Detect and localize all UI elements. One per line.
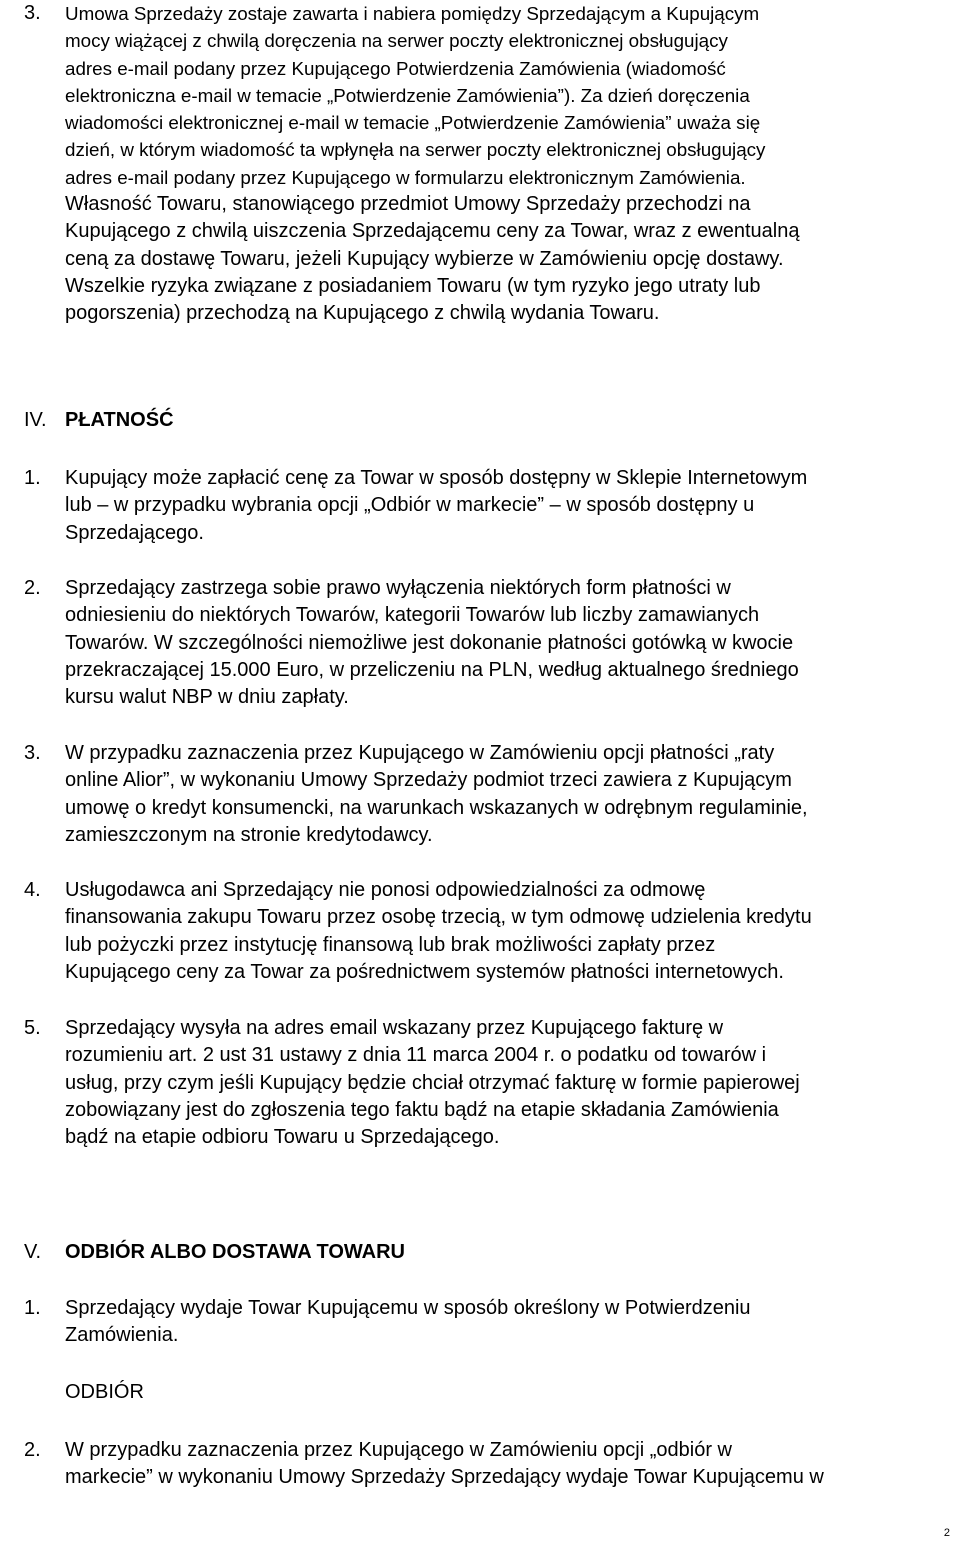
- list-item-number: 2.: [24, 577, 41, 599]
- list-item-text: [65, 575, 799, 711]
- text-line: markecie” w wykonaniu Umowy Sprzedaży Sprzedający wydaje Towar Kupującemu w: [65, 1466, 824, 1489]
- list-item-number: 1.: [24, 467, 41, 489]
- text-line: lub pożyczki przez instytucję finansową lub brak możliwości zapłaty przez: [65, 933, 716, 956]
- text-line: pogorszenia) przechodzą na Kupującego z chwilą wydania Towaru.: [65, 302, 660, 325]
- text-line: Umowa Sprzedaży zostaje zawarta i nabiera pomiędzy Sprzedającym a Kupującym: [65, 3, 760, 24]
- list-item-number: 3.: [24, 2, 41, 24]
- text-line: Sprzedający zastrzega sobie prawo wyłączenia niektórych form płatności w: [65, 577, 731, 599]
- text-line: adres e-mail podany przez Kupującego w formularzu elektronicznym Zamówienia.: [65, 166, 746, 188]
- text-line: Wszelkie ryzyka związane z posiadaniem Towaru (w tym ryzyko jego utraty lub: [65, 274, 761, 297]
- list-item-text: [65, 465, 807, 547]
- text-line: Kupujący może zapłacić cenę za Towar w sposób dostępny w Sklepie Internetowym: [65, 467, 808, 489]
- text-line: zobowiązany jest do zgłoszenia tego faktu bądź na etapie składania Zamówienia: [65, 1098, 779, 1121]
- text-line: W przypadku zaznaczenia przez Kupującego w Zamówieniu opcji płatności „raty: [65, 742, 775, 764]
- text-line: Sprzedający wysyła na adres email wskazany przez Kupującego fakturę w: [65, 1017, 724, 1039]
- text-line: umowę o kredyt konsumencki, na warunkach wskazanych w odrębnym regulaminie,: [65, 796, 808, 819]
- text-line: finansowania zakupu Towaru przez osobę trzecią, w tym odmowę udzielenia kredytu: [65, 906, 812, 929]
- list-item-text: [65, 0, 799, 328]
- text-line: mocy wiążącej z chwilą doręczenia na serwer poczty elektronicznej obsługujący: [65, 30, 728, 52]
- text-line: Zamówienia.: [65, 1324, 179, 1347]
- text-line: zamieszczonym na stronie kredytodawcy.: [65, 823, 433, 846]
- text-line: bądź na etapie odbioru Towaru u Sprzedającego.: [65, 1126, 500, 1149]
- text-line: usług, przy czym jeśli Kupujący będzie chciał otrzymać fakturę w formie papierowej: [65, 1071, 800, 1094]
- list-item-number: 3.: [24, 742, 41, 764]
- list-item-number: 2.: [24, 1439, 41, 1461]
- text-line: Sprzedającego.: [65, 521, 204, 544]
- text-line: Własność Towaru, stanowiącego przedmiot Umowy Sprzedaży przechodzi na: [65, 193, 751, 216]
- text-line: Sprzedający wydaje Towar Kupującemu w sposób określony w Potwierdzeniu: [65, 1297, 751, 1319]
- list-item-text: [65, 1295, 751, 1350]
- list-item-number: 4.: [24, 879, 41, 901]
- list-item-text: [65, 740, 808, 849]
- list-item-number: 5.: [24, 1017, 41, 1039]
- text-line: Usługodawca ani Sprzedający nie ponosi odpowiedzialności za odmowę: [65, 879, 706, 901]
- list-item-text: [65, 1015, 800, 1151]
- subheading-pickup: ODBIÓR: [65, 1381, 144, 1403]
- text-line: Kupującego ceny za Towar za pośrednictwem systemów płatności internetowych.: [65, 960, 784, 983]
- text-line: W przypadku zaznaczenia przez Kupującego w Zamówieniu opcji „odbiór w: [65, 1439, 732, 1461]
- list-item-text: [65, 1437, 824, 1492]
- text-line: rozumieniu art. 2 ust 31 ustawy z dnia 11 marca 2004 r. o podatku od towarów i: [65, 1044, 767, 1067]
- page-number: 2: [943, 1527, 950, 1539]
- section-number: V.: [24, 1241, 42, 1263]
- text-line: ceną za dostawę Towaru, jeżeli Kupujący wybierze w Zamówieniu opcję dostawy.: [65, 247, 784, 270]
- text-line: lub – w przypadku wybrania opcji „Odbiór w markecie” – w sposób dostępny u: [65, 494, 755, 517]
- text-line: Towarów. W szczególności niemożliwe jest dokonanie płatności gotówką w kwocie: [65, 631, 794, 654]
- section-number: IV.: [24, 409, 47, 431]
- text-line: wiadomości elektronicznej e-mail w temacie „Potwierdzenie Zamówienia” uważa się: [65, 112, 761, 134]
- text-line: adres e-mail podany przez Kupującego Potwierdzenia Zamówienia (wiadomość: [65, 57, 726, 79]
- text-line: dzień, w którym wiadomość ta wpłynęła na serwer poczty elektronicznej obsługujący: [65, 139, 766, 161]
- text-line: przekraczającej 15.000 Euro, w przeliczeniu na PLN, według aktualnego średniego: [65, 658, 799, 681]
- list-item-number: 1.: [24, 1297, 41, 1319]
- section-title: ODBIÓR ALBO DOSTAWA TOWARU: [65, 1241, 405, 1263]
- text-line: odniesieniu do niektórych Towarów, kategorii Towarów lub liczby zamawianych: [65, 604, 760, 627]
- section-title: PŁATNOŚĆ: [65, 409, 174, 431]
- text-line: elektroniczna e-mail w temacie „Potwierdzenie Zamówienia”). Za dzień doręczenia: [65, 84, 750, 106]
- text-line: Kupującego z chwilą uiszczenia Sprzedającemu ceny za Towar, wraz z ewentualną: [65, 220, 800, 243]
- list-item-text: [65, 877, 812, 986]
- text-line: kursu walut NBP w dniu zapłaty.: [65, 686, 349, 709]
- text-line: online Alior”, w wykonaniu Umowy Sprzedaży podmiot trzeci zawiera z Kupującym: [65, 769, 792, 792]
